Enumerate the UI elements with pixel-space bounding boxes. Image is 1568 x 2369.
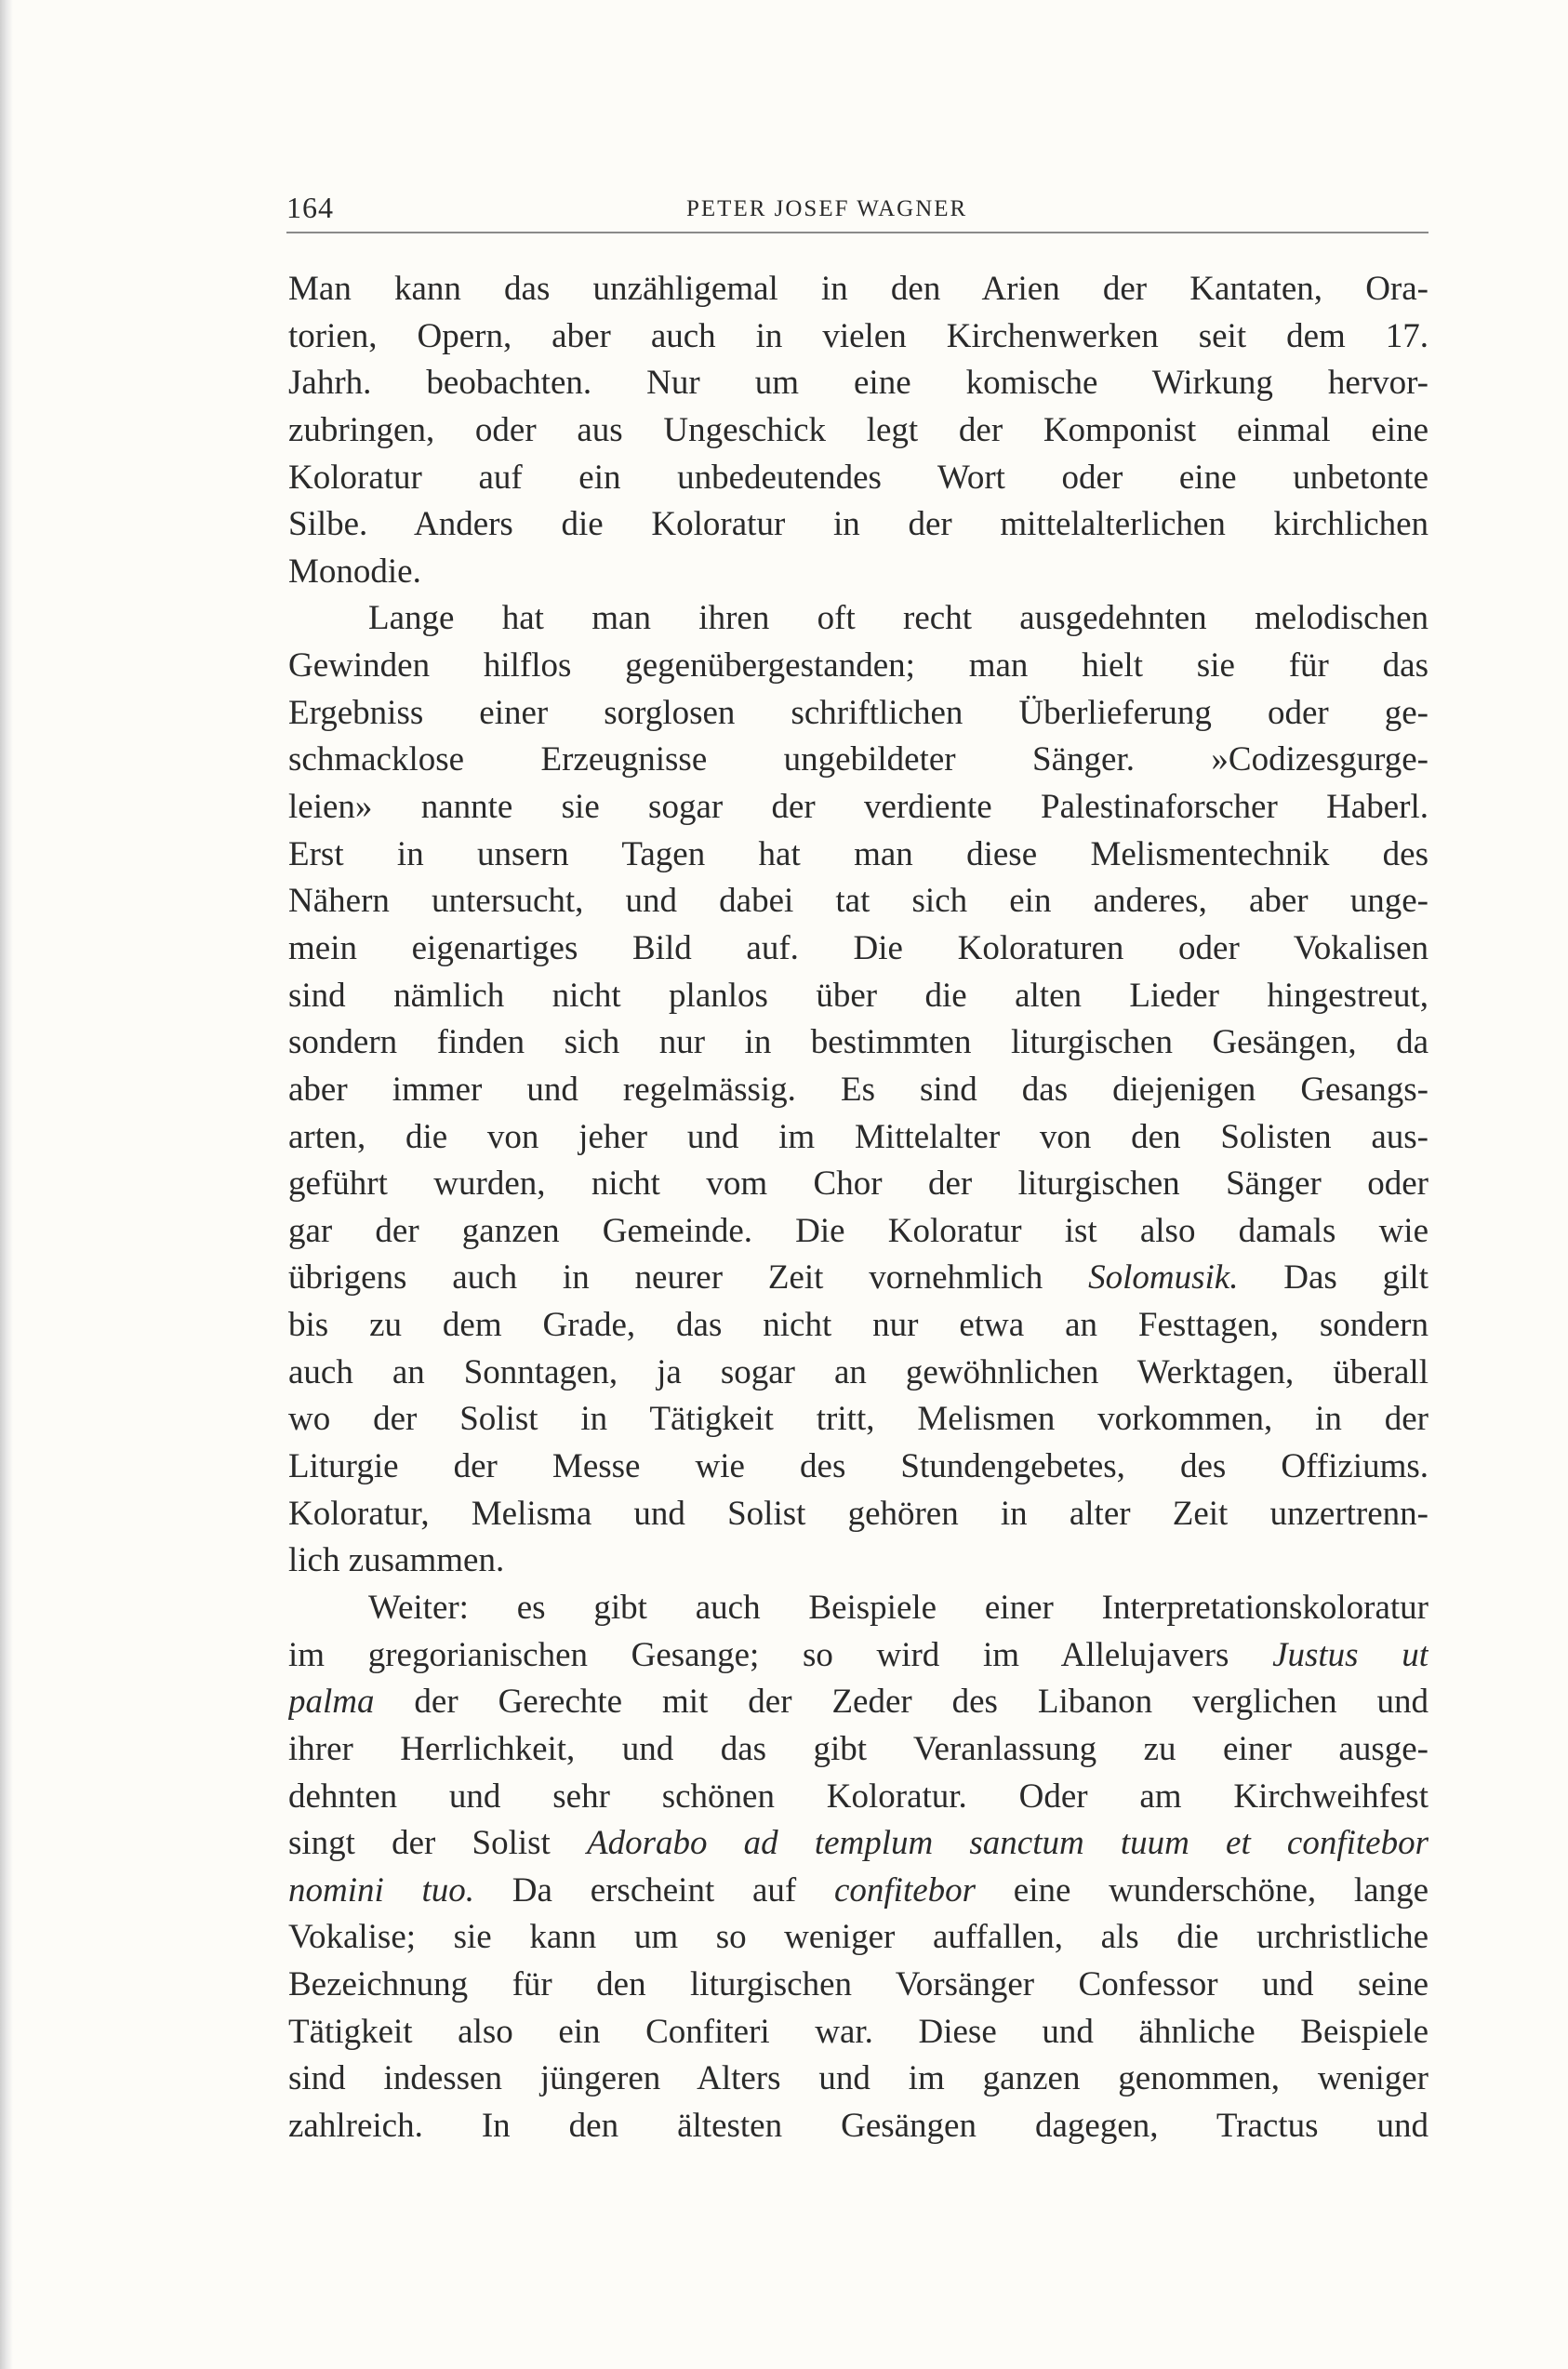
italic-text: Adorabo ad templum sanctum tuum et confitebor	[587, 1824, 1428, 1863]
text-run: gar der ganzen Gemeinde. Die Koloratur ist also damals wie	[288, 1211, 1428, 1250]
text-line	[288, 266, 1428, 313]
text-run: Vokalise; sie kann um so weniger auffallen, als die urchristliche	[288, 1918, 1428, 1957]
text-run: Erst in unsern Tagen hat man diese Melismentechnik des	[288, 834, 1428, 873]
text-run: Gewinden hilflos gegenübergestanden; man hielt sie für das	[288, 646, 1428, 685]
text-line	[288, 1537, 1428, 1585]
text-run: Man kann das unzähligemal in den Arien der Kantaten, Ora-	[288, 270, 1428, 308]
text-line	[288, 1208, 1428, 1256]
text-line	[288, 407, 1428, 455]
text-run: auch an Sonntagen, ja sogar an gewöhnlichen Werktagen, überall	[288, 1352, 1428, 1391]
text-line	[288, 925, 1428, 973]
text-run: übrigens auch in neurer Zeit vornehmlich	[288, 1258, 1089, 1298]
paragraph	[288, 1585, 1428, 2150]
text-line	[288, 832, 1428, 879]
text-run: Jahrh. beobachten. Nur um eine komische Wirkung hervor-	[288, 364, 1428, 403]
text-run: torien, Opern, aber auch in vielen Kirchenwerken seit dem 17.	[288, 316, 1428, 355]
text-run: Tätigkeit also ein Confiteri war. Diese und ähnliche Beispiele	[288, 2012, 1428, 2051]
text-line	[288, 2009, 1428, 2056]
text-run: bis zu dem Grade, das nicht nur etwa an Festtagen, sondern	[288, 1306, 1428, 1345]
italic-text: confitebor	[833, 1870, 977, 1910]
body-text	[288, 266, 1428, 2150]
text-line	[288, 737, 1428, 784]
text-run: zubringen, oder aus Ungeschick legt der Komponist einmal eine	[288, 410, 1428, 449]
text-line	[288, 1350, 1428, 1397]
text-run: mein eigenartiges Bild auf. Die Koloraturen oder Vokalisen	[288, 928, 1428, 967]
text-run: der Gerechte mit der Zeder des Libanon verglichen und	[374, 1683, 1428, 1722]
text-line	[288, 1914, 1428, 1962]
text-run: sind indessen jüngeren Alters und im ganzen genommen, weniger	[288, 2059, 1428, 2098]
text-line	[288, 595, 1428, 643]
text-line	[288, 1726, 1428, 1774]
italic-text: Justus ut	[1272, 1635, 1428, 1674]
text-run: schmacklose Erzeugnisse ungebildeter Sänger. »Codizesgurge-	[288, 740, 1428, 779]
text-line	[288, 878, 1428, 925]
text-run: dehnten und sehr schönen Koloratur. Oder am Kirchweihfest	[288, 1777, 1428, 1816]
text-run: Da erscheint auf	[474, 1870, 834, 1910]
text-run: Ergebniss einer sorglosen schriftlichen Überlieferung oder ge-	[288, 693, 1428, 732]
text-run: Das gilt	[1238, 1258, 1428, 1298]
text-line	[288, 549, 1428, 596]
text-line	[288, 501, 1428, 549]
text-line	[288, 1161, 1428, 1208]
text-line	[288, 643, 1428, 690]
page-edge-shadow	[0, 0, 13, 2369]
text-line	[288, 2103, 1428, 2150]
text-line	[288, 1774, 1428, 1821]
text-line	[288, 1302, 1428, 1350]
paragraph	[288, 266, 1428, 595]
text-line	[288, 1396, 1428, 1444]
italic-text: nomini tuo.	[288, 1870, 475, 1910]
page-number: 164	[286, 191, 334, 224]
italic-text: palma	[288, 1683, 375, 1722]
text-run: wo der Solist in Tätigkeit tritt, Melismen vorkommen, in der	[288, 1400, 1428, 1439]
text-run: ihrer Herrlichkeit, und das gibt Veranlassung zu einer ausge-	[288, 1729, 1428, 1768]
text-run: Lange hat man ihren oft recht ausgedehnten melodischen	[368, 599, 1428, 638]
text-run: arten, die von jeher und im Mittelalter von den Solisten aus-	[288, 1117, 1428, 1156]
text-run: Monodie.	[288, 552, 421, 591]
text-run: aber immer und regelmässig. Es sind das diejenigen Gesangs-	[288, 1070, 1428, 1109]
text-run: Silbe. Anders die Koloratur in der mittelalterlichen kirchlichen	[288, 505, 1428, 544]
text-line	[288, 1255, 1428, 1302]
text-run: lich zusammen.	[288, 1541, 505, 1580]
italic-text: Solomusik.	[1088, 1258, 1239, 1298]
text-line	[288, 1491, 1428, 1538]
text-line	[288, 1632, 1428, 1680]
text-line	[288, 1444, 1428, 1491]
text-line	[288, 784, 1428, 832]
text-run: singt der Solist	[288, 1824, 587, 1863]
text-run: Koloratur auf ein unbedeutendes Wort oder eine unbetonte	[288, 458, 1428, 497]
text-line	[288, 973, 1428, 1020]
text-run: sind nämlich nicht planlos über die alten Lieder hingestreut,	[288, 976, 1428, 1015]
text-run: Koloratur, Melisma und Solist gehören in alter Zeit unzertrenn-	[288, 1494, 1428, 1533]
text-line	[288, 1868, 1428, 1915]
text-run: im gregorianischen Gesange; so wird im Allelujavers	[288, 1635, 1273, 1674]
text-line	[288, 690, 1428, 738]
text-line	[288, 1019, 1428, 1067]
text-line	[288, 1679, 1428, 1726]
running-head	[286, 191, 1428, 233]
text-line	[288, 360, 1428, 407]
text-line	[288, 1114, 1428, 1162]
text-line	[288, 1585, 1428, 1632]
text-run: zahlreich. In den ältesten Gesängen dagegen, Tractus und	[288, 2106, 1428, 2145]
text-run: Liturgie der Messe wie des Stundengebetes, des Offiziums.	[288, 1447, 1428, 1486]
text-line	[288, 2056, 1428, 2103]
text-run: sondern finden sich nur in bestimmten liturgischen Gesängen, da	[288, 1023, 1428, 1062]
text-run: Weiter: es gibt auch Beispiele einer Interpretationskoloratur	[368, 1588, 1428, 1627]
text-run: Nähern untersucht, und dabei tat sich ein anderes, aber unge-	[288, 882, 1428, 921]
text-run: Bezeichnung für den liturgischen Vorsänger Confessor und seine	[288, 1965, 1428, 2004]
running-title: PETER JOSEF WAGNER	[686, 196, 968, 221]
text-line	[288, 455, 1428, 502]
text-line	[288, 1067, 1428, 1114]
text-run: eine wunderschöne, lange	[976, 1870, 1428, 1910]
text-line	[288, 1962, 1428, 2009]
text-run: leien» nannte sie sogar der verdiente Palestinaforscher Haberl.	[288, 788, 1428, 827]
text-line	[288, 1820, 1428, 1868]
paragraph	[288, 595, 1428, 1584]
text-run: geführt wurden, nicht vom Chor der liturgischen Sänger oder	[288, 1165, 1428, 1204]
text-line	[288, 313, 1428, 361]
